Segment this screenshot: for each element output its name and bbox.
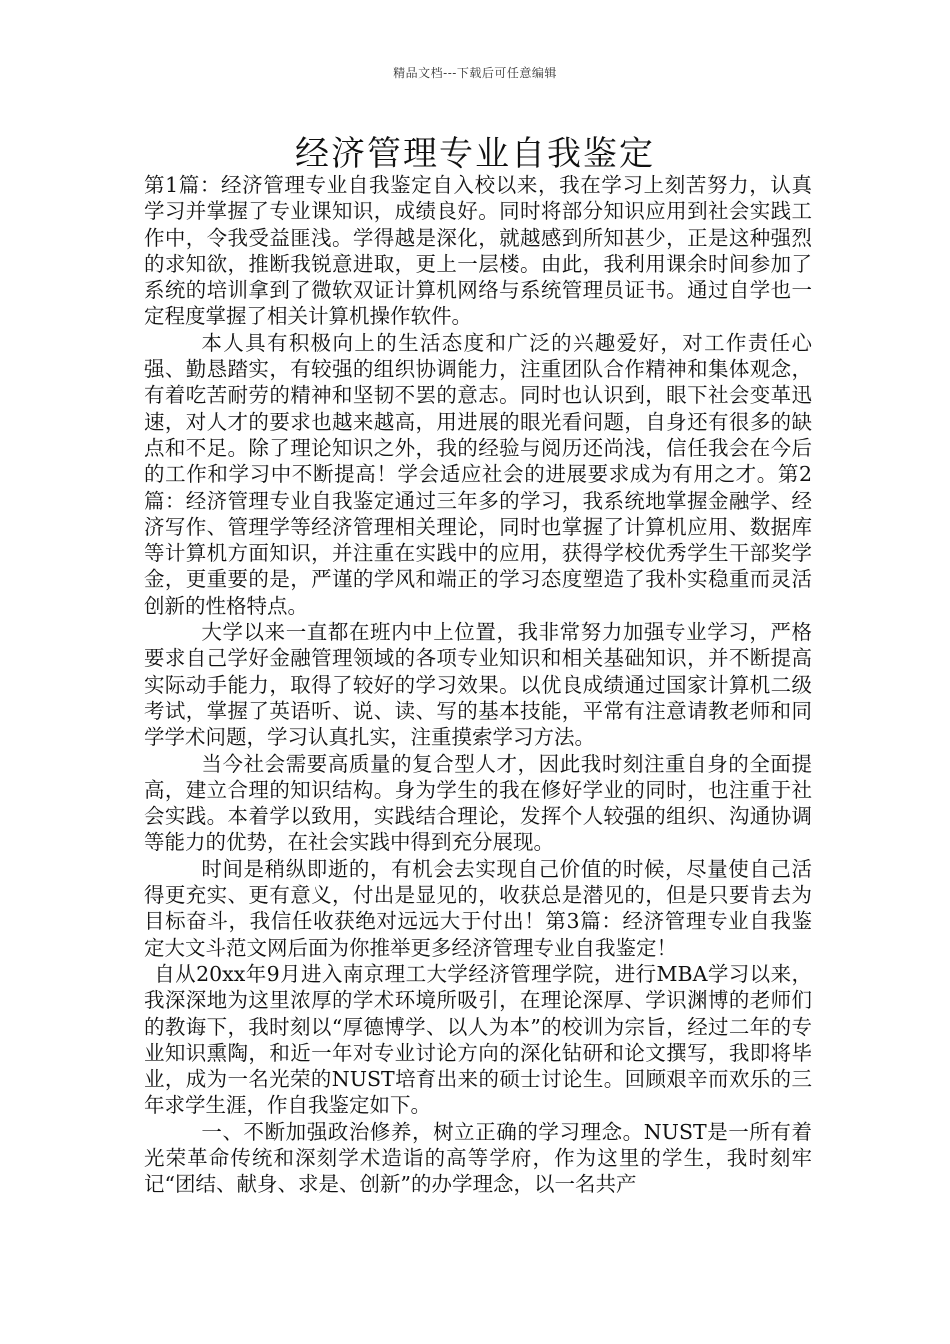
document-body — [144, 172, 812, 1198]
paragraph-7: 一、不断加强政治修养，树立正确的学习理念。NUST是一所有着光荣革命传统和深刻学术造诣的高等学府，作为这里的学生，我时刻牢记“团结、献身、求是、创新”的办学理念，以一名共产 — [144, 1119, 812, 1197]
header-note: 精品文档---下载后可任意编辑 — [393, 66, 557, 80]
paragraph-4: 当今社会需要高质量的复合型人才，因此我时刻注重自身的全面提高，建立合理的知识结构。身为学生的我在修好学业的同时，也注重于社会实践。本着学以致用，实践结合理论，发挥个人较强的组织、沟通协调等能力的优势，在社会实践中得到充分展现。 — [144, 751, 812, 855]
paragraph-3: 大学以来一直都在班内中上位置，我非常努力加强专业学习，严格要求自己学好金融管理领域的各项专业知识和相关基础知识，并不断提高实际动手能力，取得了较好的学习效果。以优良成绩通过国家计算机二级考试，掌握了英语听、说、读、写的基本技能，平常有注意请教老师和同学学术问题，学习认真扎实，注重摸索学习方法。 — [144, 620, 812, 750]
paragraph-6: 自从20xx年9月进入南京理工大学经济管理学院，进行MBA学习以来，我深深地为这里浓厚的学术环境所吸引，在理论深厚、学识渊博的老师们的教诲下，我时刻以“厚德博学、以人为本”的校训为宗旨，经过二年的专业知识熏陶，和近一年对专业讨论方向的深化钻研和论文撰写，我即将毕业，成为一名光荣的NUST培育出来的硕士讨论生。回顾艰辛而欢乐的三年求学生涯，作自我鉴定如下。 — [144, 961, 812, 1118]
paragraph-1: 第1篇：经济管理专业自我鉴定自入校以来，我在学习上刻苦努力，认真学习并掌握了专业课知识，成绩良好。同时将部分知识应用到社会实践工作中，令我受益匪浅。学得越是深化，就越感到所知甚少，正是这种强烈的求知欲，推断我锐意进取，更上一层楼。由此，我利用课余时间参加了系统的培训拿到了微软双证计算机网络与系统管理员证书。通过自学也一定程度掌握了相关计算机操作软件。 — [144, 173, 812, 329]
paragraph-5: 时间是稍纵即逝的，有机会去实现自己价值的时候，尽量使自己活得更充实、更有意义，付出是显见的，收获总是潜见的，但是只要肯去为目标奋斗，我信任收获绝对远远大于付出！第3篇：经济管理专业自我鉴定大文斗范文网后面为你推举更多经济管理专业自我鉴定！ — [144, 856, 812, 960]
paragraph-2: 本人具有积极向上的生活态度和广泛的兴趣爱好，对工作责任心强、勤恳踏实，有较强的组织协调能力，注重团队合作精神和集体观念，有着吃苦耐劳的精神和坚韧不罢的意志。同时也认识到，眼下社会变革迅速，对人才的要求也越来越高，用进展的眼光看问题，自身还有很多的缺点和不足。除了理论知识之外，我的经验与阅历还尚浅，信任我会在今后的工作和学习中不断提高！学会适应社会的进展要求成为有用之才。第2篇：经济管理专业自我鉴定通过三年多的学习，我系统地掌握金融学、经济写作、管理学等经济管理相关理论，同时也掌握了计算机应用、数据库等计算机方面知识，并注重在实践中的应用，获得学校优秀学生干部奖学金，更重要的是，严谨的学风和端正的学习态度塑造了我朴实稳重而灵活创新的性格特点。 — [144, 330, 812, 618]
document-title: 经济管理专业自我鉴定 — [295, 134, 655, 174]
